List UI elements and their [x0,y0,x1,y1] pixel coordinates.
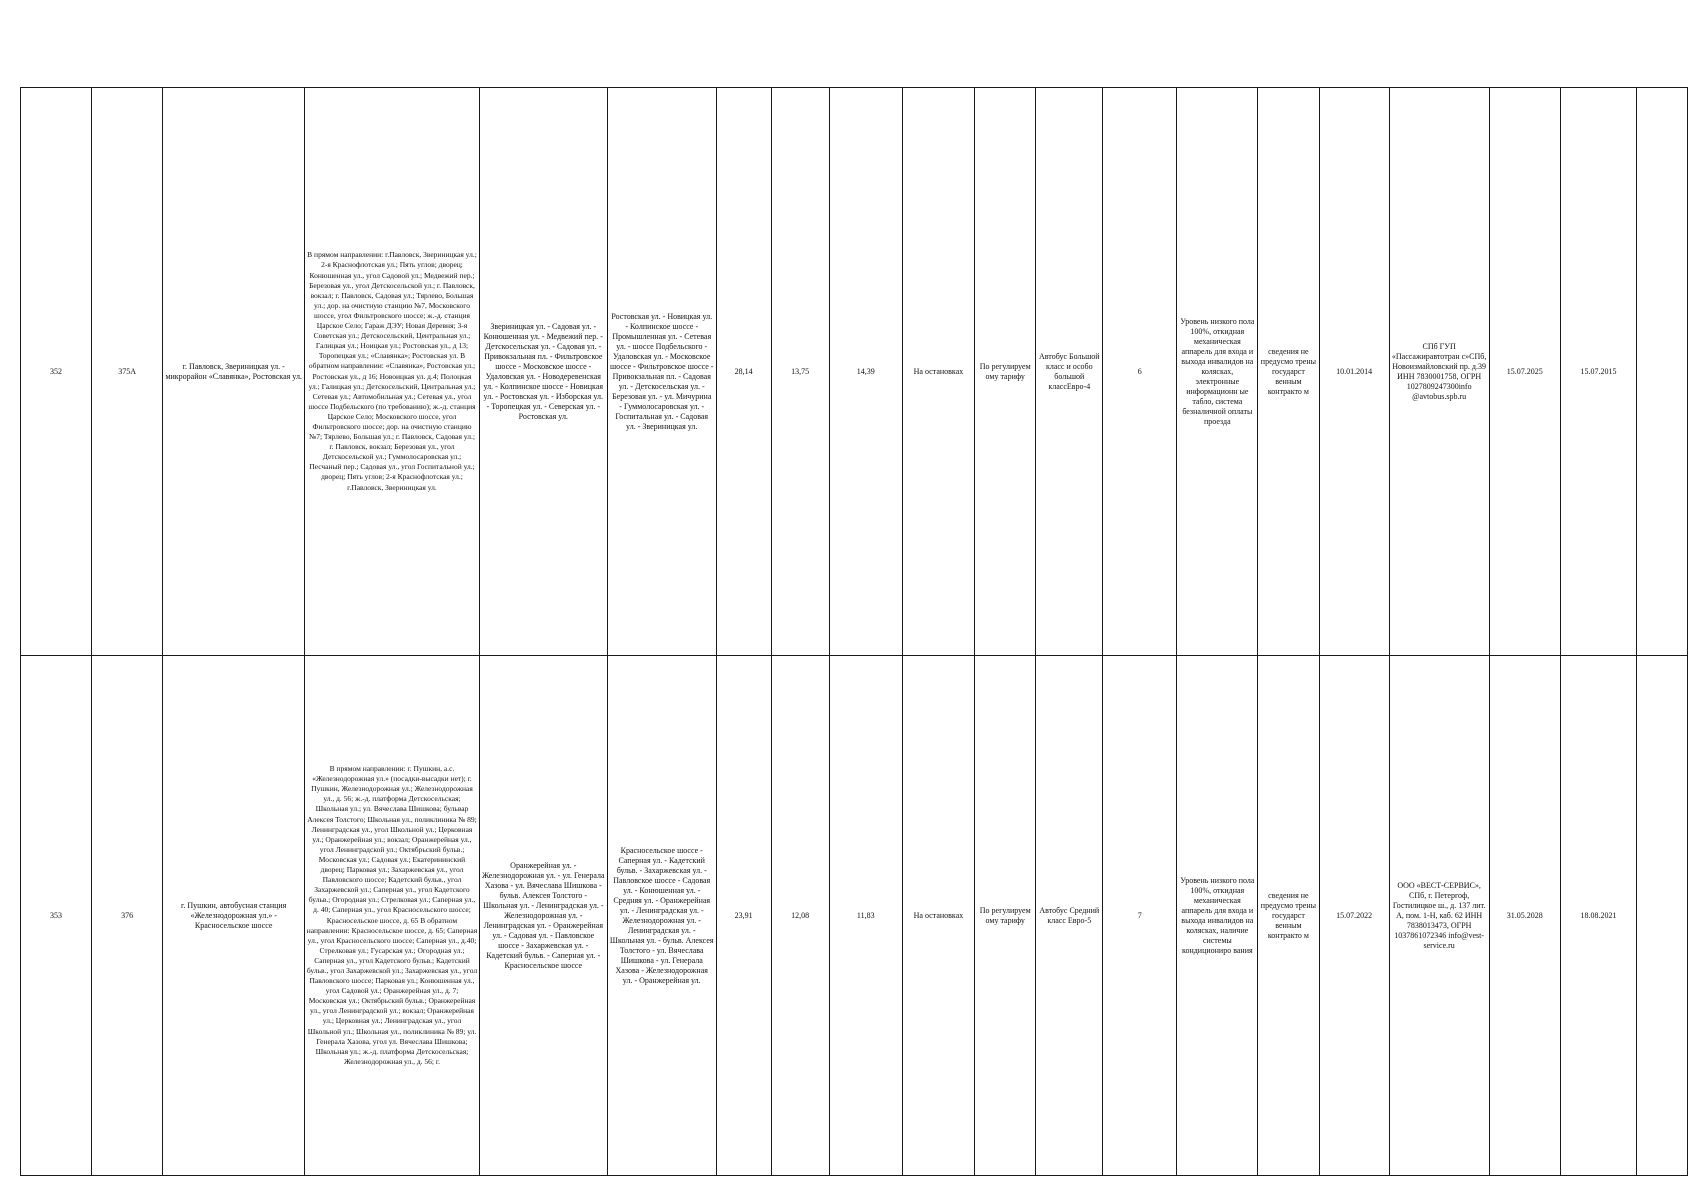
vehicle-features: Уровень низкого пола 100%, откидная механическая аппарель для входа и выхода инвалидов на колясках, наличие системы кондициониро вания [1177,656,1258,1176]
vehicle-class: Автобус Большой класс и особо большой классЕвро-4 [1036,88,1103,656]
vehicle-count: 7 [1103,656,1177,1176]
contract-date: 15.07.2015 [1560,88,1636,656]
carrier-info: СПб ГУП «Пассажиравтотран с»СПб, Новоизмайловский пр. д.39 ИНН 7830001758, ОГРН 1027809247300info @avtobus.spb.ru [1389,88,1489,656]
route-length-total: 28,14 [716,88,771,656]
extra-cell [1637,88,1688,656]
contract-date: 18.08.2021 [1560,656,1636,1176]
row-number: 353 [21,656,92,1176]
extra-cell [1637,656,1688,1176]
route-number: 376 [92,656,163,1176]
route-length-forward: 12,08 [771,656,829,1176]
route-stops: В прямом направлении: г.Павловск, Звериницкая ул.; 2-я Краснофлотская ул.; Пять углов; дворец; Конюшенная ул., угол Садовой ул.; Медвежий пер.; Березовая ул., угол Детскосельской ул.; г. Павловск, вокзал; г. Павловск, Садовая ул.; Тярлево, Большая ул.; дор. на очистную станцию №7, Московского шоссе, угол Фильтровского шоссе; ж.-д. станция Царское Село; Гараж ДЭУ; Новая Деревня; 3-я Советская ул.; Детскосельский, Центральная ул.; Галицкая ул.; Ноицкая ул.; Ростовская ул., д 13; Торопецкая ул.; «Славянка»; Ростовская ул. В обратном направлении: «Славянка», Ростовская ул.; Ростовская ул., д 16; Новоицкая ул. д.4; Полоцкая ул.; Галицкая ул.; Детскосельский, Центральная ул.; Сетевая ул.; Автомобильная ул.; Сетевая ул., угол шоссе Подбельского (по требованию); ж.-д. станция Царское Село; Московского шоссе, угол Фильтровского шоссе; дор. на очистную станцию №7; Тярлево, Большая ул.; г. Павловск, Садовая ул.; г. Павловск, вокзал; Березовая ул., угол Детскосельской ул.; Гуммолосаровская ул.; Песчаный пер.; Садовая ул., угол Госпитальной ул.; дворец; Пять углов; 2-я Краснофлотская ул.; г.Павловск, Звериницкая ул. [305,88,479,656]
contract-end-date: 31.05.2028 [1489,656,1560,1176]
vehicle-count: 6 [1103,88,1177,656]
route-streets-forward: Оранжерейная ул. - Железнодорожная ул. - ул. Генерала Хазова - ул. Вячеслава Шишкова - бульв. Алексея Толстого - Школьная ул. - Ленинградская ул. - Железнодорожная ул. - Ленинградская ул. - Оранжерейная ул. - Садовая ул. - Павловское шоссе - Захаржевская ул. - Кадетский бульв. - Саперная ул. - Красносельское шоссе [479,656,607,1176]
routes-table [20,87,1688,1176]
contract-end-date: 15.07.2025 [1489,88,1560,656]
route-length-total: 23,91 [716,656,771,1176]
row-number: 352 [21,88,92,656]
stop-mode: На остановках [902,88,974,656]
route-stops: В прямом направлении: г. Пушкин, а.с. «Железнодорожная ул.» (посадки-высадки нет); г. Пушкин, Железнодорожная ул.; Железнодорожная ул., д. 56; ж.-д. платформа Детскосельская; Школьная ул.; ул. Вячеслава Шишкова; бульвар Алексея Толстого; Школьная ул., поликлиника № 89; Ленинградская ул., угол Школьной ул.; Церковная ул.; Оранжерейная ул.; вокзал; Оранжерейная ул., угол Ленинградской ул.; Октябрьский бульв.; Московская ул.; Садовая ул.; Екатерининский дворец; Парковая ул.; Захаржевская ул., угол Павловского шоссе; Кадетский бульв., угол Захаржевской ул.; Саперная ул., угол Кадетского бульв.; Огородная ул.; Стрелковая ул.; Саперная ул., д. 40; Саперная ул., угол Красносельского шоссе; Красносельское шоссе, д. 65 В обратном направлении: Красносельское шоссе, д. 65; Саперная ул., угол Красносельского шоссе; Саперная ул., д.40; Стрелковая ул.; Гусарская ул.; Огородная ул.; Саперная ул., угол Кадетского бульв.; Кадетский бульв., угол Захаржевской ул.; Захаржевская ул., угол Павловского шоссе; Парковая ул.; Конюшенная ул., угол Садовой ул.; Оранжерейная ул., д. 7; Московская ул.; Октябрьский бульв.; Оранжерейная ул., угол Ленинградской ул.; вокзал; Оранжерейная ул.; Церковная ул.; Ленинградская ул., угол Школьной ул.; Школьная ул., поликлиника № 89; ул. Генерала Хазова, угол ул. Вячеслава Шишкова; Школьная ул.; ж.-д. платформа Детскосельская; Железнодорожная ул., д. 56; г. [305,656,479,1176]
start-date: 10.01.2014 [1319,88,1389,656]
route-streets-backward: Красносельское шоссе - Саперная ул. - Кадетский бульв. - Захаржевская ул. - Павловское шоссе - Садовая ул. - Конюшенная ул. - Средняя ул. - Оранжерейная ул. - Ленинградская ул. - Железнодорожная ул. - Ленинградская ул. - Школьная ул. - бульв. Алексея Толстого - ул. Вячеслава Шишкова - ул. Генерала Хазова - Железнодорожная ул. - Оранжерейная ул. [607,656,716,1176]
route-length-backward: 11,83 [829,656,902,1176]
contract-info: сведения не предусмо трены государст венным контракто м [1258,88,1319,656]
vehicle-features: Уровень низкого пола 100%, откидная механическая аппарель для входа и выхода инвалидов на колясках, электронные информационн ые табло, система безналичной оплаты проезда [1177,88,1258,656]
route-name: г. Павловск, Звериницкая ул. - микрорайон «Славянка», Ростовская ул. [163,88,305,656]
route-name: г. Пушкин, автобусная станция «Железнодорожная ул.» - Красносельское шоссе [163,656,305,1176]
tariff-type: По регулируем ому тарифу [975,656,1036,1176]
start-date: 15.07.2022 [1319,656,1389,1176]
carrier-info: ООО «ВЕСТ-СЕРВИС», СПб, г. Петергоф, Гостилицкое ш., д. 137 лит. А, пом. 1-Н, каб. 62 ИНН 7838013473, ОГРН 1037861072346 info@vest-service.ru [1389,656,1489,1176]
stop-mode: На остановках [902,656,974,1176]
vehicle-class: Автобус Средний класс Евро-5 [1036,656,1103,1176]
tariff-type: По регулируем ому тарифу [975,88,1036,656]
route-number: 375А [92,88,163,656]
route-length-forward: 13,75 [771,88,829,656]
route-streets-backward: Ростовская ул. - Новицкая ул. - Колпинское шоссе - Промышленная ул. - Сетевая ул. - шоссе Подбельского - Удаловская ул. - Московское шоссе - Фильтровское шоссе - Привокзальная пл. - Садовая ул. - Детскосельская ул. - Березовая ул. - ул. Мичурина - Гуммолосаровская ул. - Госпитальная ул. - Садовая ул. - Звериницкая ул. [607,88,716,656]
table-row [21,656,1688,1176]
route-streets-forward: Звериницкая ул. - Садовая ул. - Конюшенная ул. - Медвежий пер. - Детскосельская ул. - Садовая ул. - Привокзальная пл. - Фильтровское шоссе - Московское шоссе - Удаловская ул. - Новодеревенская ул. - Колпинское шоссе - Новицкая ул. - Ростовская ул. - Изборская ул. - Торопецкая ул. - Северская ул. - Ростовская ул. [479,88,607,656]
route-length-backward: 14,39 [829,88,902,656]
contract-info: сведения не предусмо трены государст венным контракто м [1258,656,1319,1176]
table-row [21,88,1688,656]
